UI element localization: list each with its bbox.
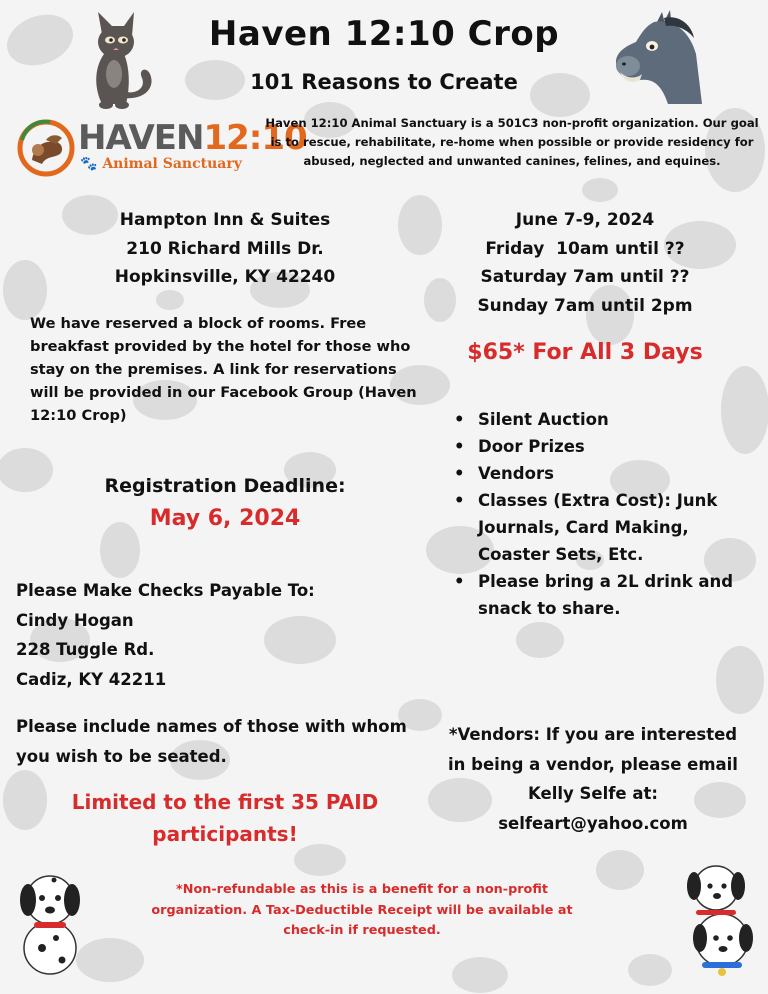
dalmatian-puppies-right: [672, 858, 764, 978]
dalmatian-puppy-left: [10, 864, 90, 976]
checks-city: Cadiz, KY 42211: [16, 669, 167, 689]
intro-text: Haven 12:10 Animal Sanctuary is a 501C3 non-profit organization. Our goal is to rescue, rehabilitate, re-home when possible or provide residency for abused, neglected and unwanted canines, felines, and equines.: [265, 116, 759, 168]
page-subtitle: 101 Reasons to Create: [250, 70, 518, 94]
venue-city: Hopkinsville, KY 42240: [114, 267, 336, 287]
logo-tagline-text: Animal Sanctuary: [102, 156, 242, 172]
registration-label: Registration Deadline:: [104, 475, 346, 497]
haven-logo-emblem: [16, 116, 76, 180]
venue-street: 210 Richard Mills Dr.: [126, 238, 324, 259]
list-item: • Silent Auction: [452, 406, 762, 433]
registration-date: May 6, 2024: [149, 506, 301, 531]
paw-icon: 🐾: [80, 156, 103, 172]
checks-block: [16, 576, 436, 694]
venue-block: [60, 206, 390, 292]
refund-footnote: *Non-refundable as this is a benefit for a non-profit organization. A Tax-Deductible Receipt will be available at check-in if requested.: [151, 882, 573, 938]
logo-tagline: [80, 156, 242, 172]
list-item: • Door Prizes: [452, 433, 762, 460]
list-item: • Classes (Extra Cost): Junk Journals, Card Making, Coaster Sets, Etc.: [452, 487, 762, 568]
rooms-note: We have reserved a block of rooms. Free breakfast provided by the hotel for those who stay on the premises. A link for reservations will be provided in our Facebook Group (Haven 12:10 Crop): [30, 315, 417, 424]
friday-hours: Friday 10am until ??: [485, 238, 685, 259]
logo-word: HAVEN: [78, 118, 204, 158]
venue-name: Hampton Inn & Suites: [119, 210, 331, 230]
features-list: [452, 406, 762, 622]
schedule-block: [420, 206, 750, 320]
event-dates: June 7-9, 2024: [515, 210, 655, 230]
price-label: $65* For All 3 Days: [467, 340, 703, 365]
list-item: • Vendors: [452, 460, 762, 487]
checks-street: 228 Tuggle Rd.: [16, 640, 155, 659]
list-item: • Please bring a 2L drink and snack to share.: [452, 568, 762, 622]
sunday-hours: Sunday 7am until 2pm: [477, 295, 693, 316]
limited-notice: Limited to the first 35 PAID participants!: [71, 790, 379, 846]
saturday-hours: Saturday 7am until ??: [480, 267, 690, 287]
vendors-note: *Vendors: If you are interested in being a vendor, please email Kelly Selfe at: selfeart@yahoo.com: [448, 725, 738, 833]
logo-number: 12:10: [203, 118, 307, 158]
seating-note: Please include names of those with whom you wish to be seated.: [16, 717, 407, 766]
page-title: Haven 12:10 Crop: [208, 14, 560, 54]
checks-label: Please Make Checks Payable To:: [16, 581, 315, 600]
haven-logo: [16, 116, 307, 180]
checks-name: Cindy Hogan: [16, 610, 134, 630]
